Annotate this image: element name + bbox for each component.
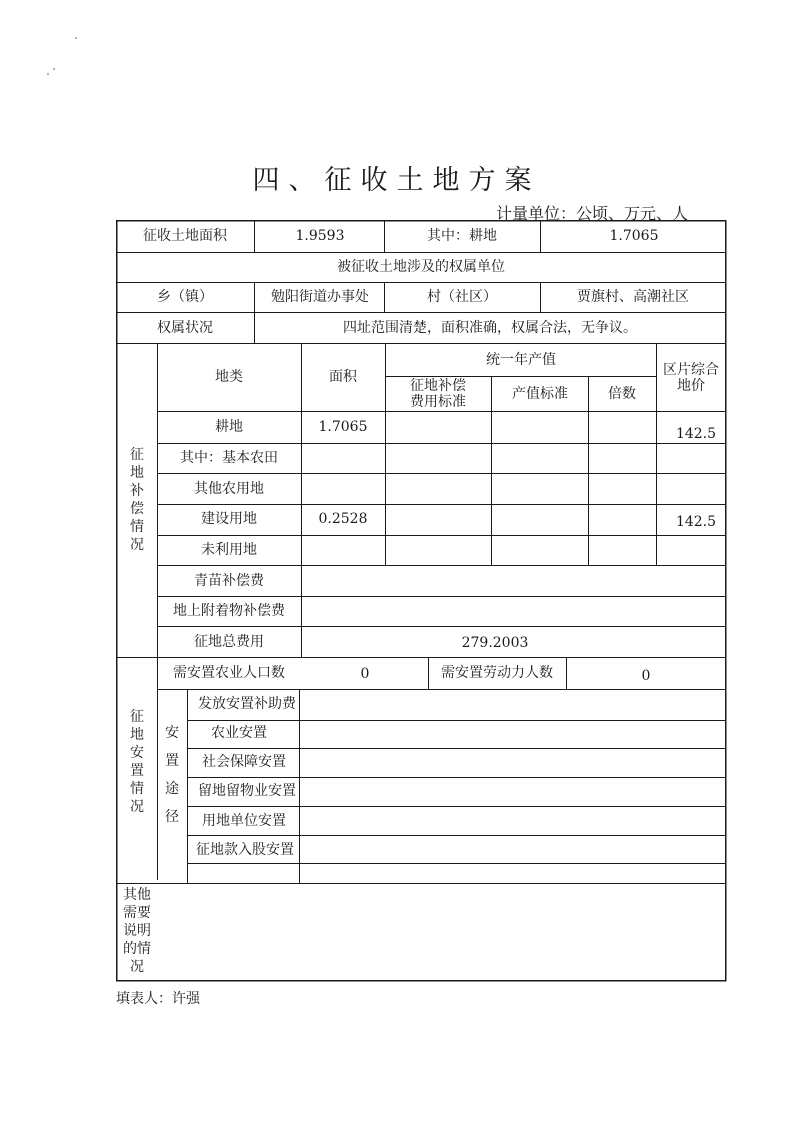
land-type-cell: 其他农用地 bbox=[194, 481, 264, 497]
township-value: 勉阳街道办事处 bbox=[271, 289, 369, 305]
ownership-status-label: 权属状况 bbox=[157, 320, 213, 336]
farmland-label: 其中：耕地 bbox=[427, 228, 497, 244]
attachment-fee-label: 地上附着物补偿费 bbox=[173, 603, 285, 619]
land-type-cell: 耕地 bbox=[215, 419, 243, 435]
page-title: 四、征收土地方案 bbox=[252, 165, 541, 196]
resettle-way-label: 发放安置补助费 bbox=[198, 696, 296, 712]
zone-price-cell: 142.5 bbox=[675, 426, 717, 442]
header-zone-price: 区片综合地价 bbox=[663, 362, 719, 394]
land-type-cell: 未利用地 bbox=[201, 542, 257, 558]
resettlement-section-label: 征地安置情况 bbox=[130, 709, 144, 815]
village-label: 村（社区） bbox=[427, 289, 497, 305]
total-fee-label: 征地总费用 bbox=[194, 634, 264, 650]
labor-value: 0 bbox=[641, 668, 651, 684]
header-land-type: 地类 bbox=[215, 369, 243, 385]
total-area-label: 征收土地面积 bbox=[143, 228, 227, 244]
land-type-cell: 建设用地 bbox=[201, 511, 257, 527]
unit-note: 计量单位：公顷、万元、人 bbox=[496, 204, 689, 223]
crop-fee-label: 青苗补偿费 bbox=[194, 573, 264, 589]
farmland-value: 1.7065 bbox=[609, 228, 659, 244]
resettle-way-label: 留地留物业安置 bbox=[198, 783, 296, 799]
agri-pop-value: 0 bbox=[360, 666, 370, 682]
area-cell: 1.7065 bbox=[318, 419, 368, 435]
ownership-status-value: 四址范围清楚，面积准确，权属合法，无争议。 bbox=[343, 320, 637, 336]
header-multiple: 倍数 bbox=[608, 386, 636, 402]
area-cell: 0.2528 bbox=[318, 511, 368, 527]
header-fee-standard: 征地补偿费用标准 bbox=[410, 378, 466, 410]
village-value: 贾旗村、高潮社区 bbox=[577, 289, 689, 305]
resettle-way-label: 征地款入股安置 bbox=[196, 842, 294, 858]
filler-signature: 填表人：许强 bbox=[116, 991, 200, 1007]
total-area-value: 1.9593 bbox=[295, 228, 345, 244]
header-annual-output: 统一年产值 bbox=[486, 352, 556, 368]
zone-price-cell: 142.5 bbox=[675, 514, 717, 530]
ownership-header: 被征收土地涉及的权属单位 bbox=[337, 259, 505, 275]
land-type-cell: 其中：基本农田 bbox=[180, 450, 278, 466]
other-label: 其他需要说明的情况 bbox=[123, 887, 151, 975]
resettle-way-label: 社会保障安置 bbox=[202, 754, 286, 770]
resettle-way-label: 农业安置 bbox=[211, 725, 267, 741]
compensation-section-label: 征地补偿情况 bbox=[130, 447, 144, 553]
total-fee-value: 279.2003 bbox=[461, 635, 529, 651]
resettlement-ways-label: 安置途径 bbox=[165, 725, 179, 825]
labor-label: 需安置劳动力人数 bbox=[441, 665, 553, 681]
header-area: 面积 bbox=[329, 369, 357, 385]
resettle-way-label: 用地单位安置 bbox=[202, 813, 286, 829]
agri-pop-label: 需安置农业人口数 bbox=[173, 665, 285, 681]
township-label: 乡（镇） bbox=[157, 289, 213, 305]
header-output-standard: 产值标准 bbox=[512, 386, 568, 402]
